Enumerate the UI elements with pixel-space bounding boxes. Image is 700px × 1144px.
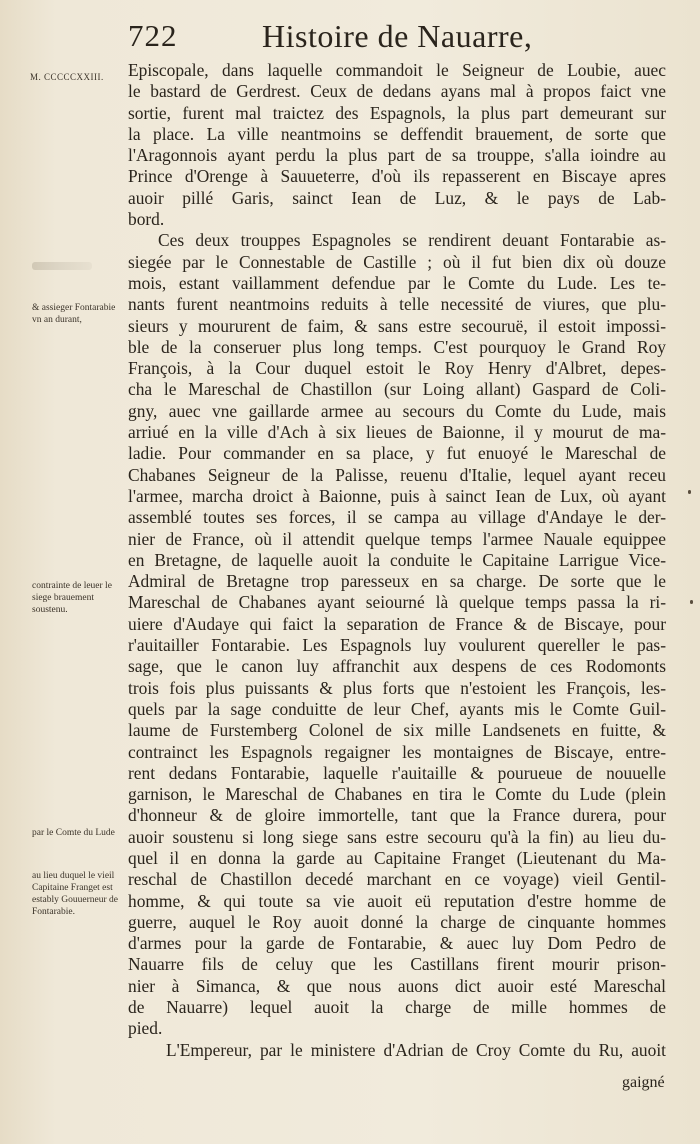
page-speck <box>688 490 691 494</box>
margin-note-comte-du-lude: par le Comte du Lude <box>32 828 115 838</box>
page-speck <box>690 600 693 604</box>
year-marker: M. CCCCCXXIII. <box>30 72 104 82</box>
body-line: ladie. Pour commander en sa place, y fut enuoyé le Mareschal de <box>128 443 666 464</box>
body-line: nier de France, où il attendit quelque temps l'armee Nauale equippee <box>128 528 666 549</box>
body-line: sage, que le canon luy affranchit aux despens de ces Rodomonts <box>128 656 666 677</box>
body-line: r'auitailler Fontarabie. Les Espagnols luy voulurent quereller le pas- <box>128 635 666 656</box>
body-line: pied. <box>128 1018 163 1039</box>
body-line: sortie, furent mal traictez des Espagnols, la plus part demeurant sur <box>128 102 666 123</box>
margin-note-franget: au lieu duquel le vieil Capitaine Franget est estably Gouuerneur de Fontarabie. <box>32 871 118 917</box>
body-line: rent dedans Fontarabie, laquelle r'auitaille & pourueue de nouuelle <box>128 762 666 783</box>
body-line: cha le Mareschal de Chastillon (sur Loing allant) Gaspard de Coli- <box>128 379 666 400</box>
margin-note-raise-siege: contrainte de leuer le siege brauement soustenu. <box>32 581 112 615</box>
body-line: trois fois plus puissants & plus forts que n'estoient les François, les- <box>128 677 666 698</box>
body-line: assemblé toutes ses forces, il se campa au village d'Andaye le der- <box>128 507 666 528</box>
body-line: quel il en donna la garde au Capitaine Franget (Lieutenant du Ma- <box>128 847 666 868</box>
body-line: garnison, le Mareschal de Chabanes en tira le Comte du Lude (plein <box>128 784 666 805</box>
body-line: siegée par le Connestable de Castille ; où il fut bien dix où douze <box>128 251 666 272</box>
body-line: Admiral de Bretagne trop paresseux en sa charge. De sorte que le <box>128 571 666 592</box>
body-text <box>128 60 666 1061</box>
body-line: de Nauarre) lequel auoit la charge de mille hommes de <box>128 997 666 1018</box>
body-line: auoir soustenu si long siege sans estre secouru qu'à la fin) au lieu du- <box>128 826 666 847</box>
body-line: gny, auec vne gaillarde armee au secours du Comte du Lude, mais <box>128 400 666 421</box>
margin-note-siege: & assieger Fontarabie vn an durant, <box>32 303 116 325</box>
body-line: mois, estant vaillamment defendue par le Comte du Lude. Les te- <box>128 272 666 293</box>
body-line: Prince d'Orenge à Sauueterre, d'où ils repasserent en Biscaye apres <box>128 166 666 187</box>
body-line: d'armes pour la garde de Fontarabie, & auec luy Dom Pedro de <box>128 933 666 954</box>
body-line: homme, & qui toute sa vie auoit eü reputation d'estre homme de <box>128 890 666 911</box>
body-line: arriué en la ville d'Ach à six lieues de Baionne, il y mourut de ma- <box>128 422 666 443</box>
faded-margin-mark <box>32 262 92 270</box>
page-number: 722 <box>128 18 178 53</box>
body-line: laume de Furstemberg Colonel de six mille Landsenets en fuitte, & <box>128 720 666 741</box>
body-line: Chabanes Seigneur de la Palisse, reuenu d'Italie, lequel ayant receu <box>128 464 666 485</box>
body-line: nier à Simanca, & que nous auons dict auoir esté Mareschal <box>128 975 666 996</box>
body-line: ble de la conseruer plus long temps. C'est pourquoy le Grand Roy <box>128 336 666 357</box>
body-line: contrainct les Espagnols regaigner les montaignes de Biscaye, entre- <box>128 741 666 762</box>
body-line: L'Empereur, par le ministere d'Adrian de Croy Comte du Ru, auoit <box>166 1039 666 1060</box>
catchword: gaigné <box>622 1074 665 1091</box>
body-line: uiere d'Audaye qui faict la separation de France & de Biscaye, pour <box>128 613 666 634</box>
body-line: le bastard de Gerdrest. Ceux de dedans ayans mal à propos faict vne <box>128 81 666 102</box>
body-line: Mareschal de Chabanes ayant seiourné là quelque temps passa la ri- <box>128 592 666 613</box>
body-line: d'honneur & de gloire immortelle, tant que la France durera, pour <box>128 805 666 826</box>
body-line: Nauarre fils de celuy que les Castillans firent mourir prison- <box>128 954 666 975</box>
body-line: sieurs y moururent de faim, & sans estre secouruë, il estoit impossi- <box>128 315 666 336</box>
body-line: bord. <box>128 209 165 230</box>
body-line: auoir pillé Garis, sainct Iean de Luz, & le pays de Lab- <box>128 187 666 208</box>
body-line: la place. La ville neantmoins se deffendit brauement, de sorte que <box>128 123 666 144</box>
body-line: nants furent neantmoins reduits à telle necessité de viures, que plu- <box>128 294 666 315</box>
running-title: Histoire de Nauarre, <box>262 18 533 54</box>
body-line: en Bretagne, de laquelle auoit la conduite le Capitaine Larrigue Vice- <box>128 549 666 570</box>
body-line: guerre, auquel le Roy auoit donné la charge de cinquante hommes <box>128 911 666 932</box>
page-header <box>0 18 700 64</box>
body-line: Episcopale, dans laquelle commandoit le Seigneur de Loubie, auec <box>128 60 666 80</box>
body-line: quels par la sage conduitte de leur Chef, ayants mis le Comte Guil- <box>128 698 666 719</box>
body-line: reschal de Chastillon decedé marchant en ce voyage) vieil Gentil- <box>128 869 666 890</box>
body-line: l'armee, marcha droict à Baionne, puis à sainct Iean de Lux, où ayant <box>128 485 666 506</box>
body-line: l'Aragonnois ayant perdu la plus part de sa trouppe, s'alla ioindre au <box>128 145 666 166</box>
body-line: François, à la Cour duquel estoit le Roy Henry d'Albret, depes- <box>128 358 666 379</box>
body-line: Ces deux trouppes Espagnoles se rendirent deuant Fontarabie as- <box>158 230 666 251</box>
